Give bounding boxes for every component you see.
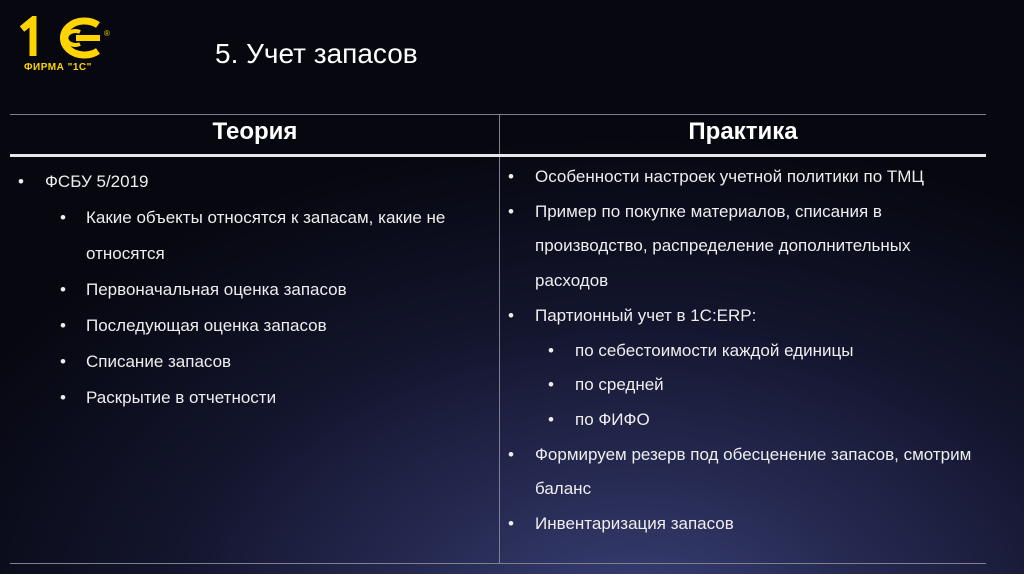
practice-subitem-unit-cost: • по себестоимости каждой единицы <box>508 334 978 369</box>
table-top-rule <box>10 114 986 115</box>
practice-item-policy-settings: • Особенности настроек учетной политики по ТМЦ <box>508 160 978 195</box>
theory-item-initial-valuation: • Первоначальная оценка запасов <box>18 272 496 308</box>
theory-list <box>18 164 496 416</box>
logo-1c-mark-icon <box>20 16 102 60</box>
column-divider <box>499 114 500 564</box>
theory-item-fsbu: • ФСБУ 5/2019 <box>18 164 496 200</box>
theory-item-subsequent-valuation: • Последующая оценка запасов <box>18 308 496 344</box>
header-rule <box>10 154 986 157</box>
practice-subitem-average: • по средней <box>508 368 978 403</box>
practice-item-impairment-reserve: • Формируем резерв под обесценение запасов, смотрим баланс <box>508 438 978 507</box>
practice-list <box>508 160 978 542</box>
firma-1c-logo <box>20 16 110 76</box>
logo-caption: ФИРМА "1С" <box>24 62 92 73</box>
practice-subitem-fifo: • по ФИФО <box>508 403 978 438</box>
practice-column-header: Практика <box>688 118 798 145</box>
registered-mark: ® <box>104 29 110 38</box>
table-bottom-rule <box>10 563 986 564</box>
practice-item-batch-accounting: • Партионный учет в 1С:ERP: <box>508 299 978 334</box>
theory-item-write-off: • Списание запасов <box>18 344 496 380</box>
page-title: 5. Учет запасов <box>215 38 418 69</box>
theory-column-header: Теория <box>212 118 298 145</box>
practice-item-inventory-count: • Инвентаризация запасов <box>508 507 978 542</box>
practice-item-purchase-example: • Пример по покупке материалов, списания в производство, распределение дополнительных расходов <box>508 195 978 299</box>
theory-item-objects: • Какие объекты относятся к запасам, какие не относятся <box>18 200 496 272</box>
theory-item-disclosure: • Раскрытие в отчетности <box>18 380 496 416</box>
